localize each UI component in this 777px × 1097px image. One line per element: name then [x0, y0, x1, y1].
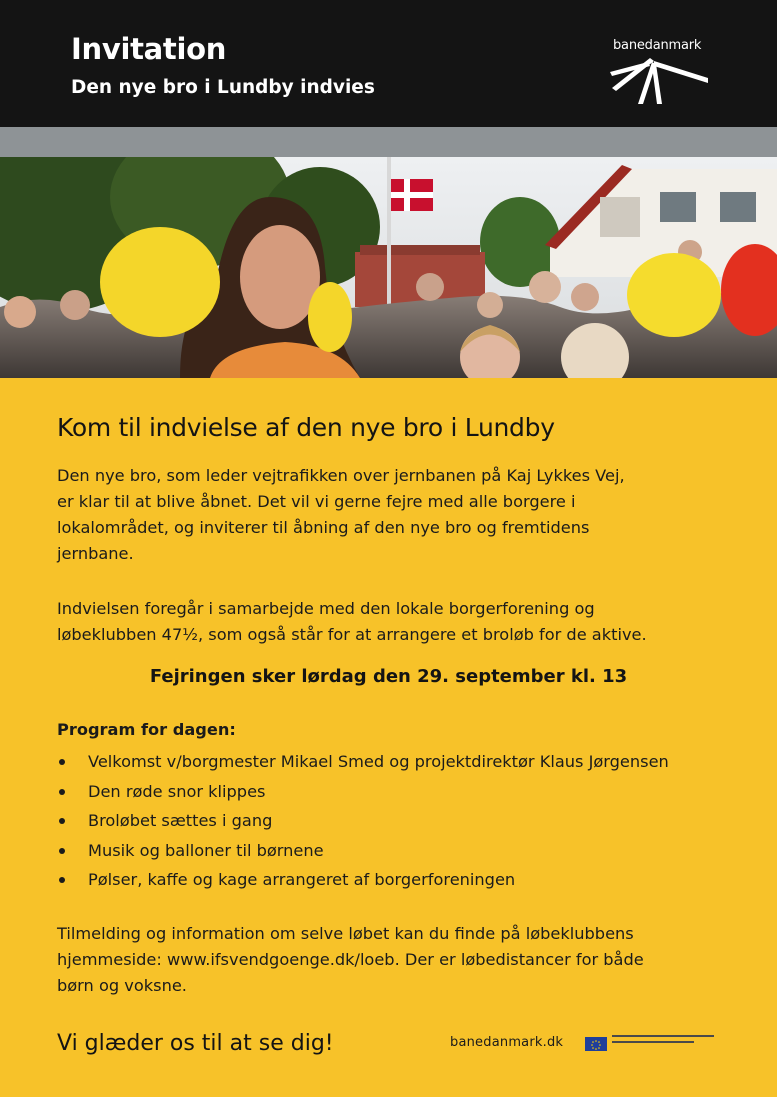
program-item — [57, 748, 669, 778]
program-item — [57, 866, 669, 896]
program-item-label: Musik og balloner til børnene — [88, 840, 324, 860]
header-bar — [0, 0, 777, 127]
registration-paragraph — [57, 921, 737, 999]
text-line: Indvielsen foregår i samarbejde med den lokale borgerforening og — [57, 599, 595, 618]
bullet-icon — [59, 759, 65, 765]
text-line: løbeklubben 47½, som også står for at arrangere et broløb for de aktive. — [57, 625, 647, 644]
program-item — [57, 807, 669, 837]
text-line: hjemmeside: www.ifsvendgoenge.dk/loeb. Der er løbedistancer for både — [57, 950, 644, 969]
page-title: Invitation — [71, 32, 227, 66]
footer-url: banedanmark.dk — [450, 1035, 564, 1050]
bullet-icon — [59, 789, 65, 795]
intro-paragraph — [57, 463, 737, 567]
text-line: Tilmelding og information om selve løbet kan du finde på løbeklubbens — [57, 924, 634, 943]
text-line: børn og voksne. — [57, 976, 187, 995]
grey-band — [0, 127, 777, 157]
program-item — [57, 837, 669, 867]
invitation-body — [0, 378, 777, 1097]
program-item-label: Velkomst v/borgmester Mikael Smed og projektdirektør Klaus Jørgensen — [88, 752, 669, 771]
text-line: lokalområdet, og inviterer til åbning af den nye bro og fremtidens — [57, 518, 590, 537]
eu-flag-icon — [585, 1037, 607, 1051]
bullet-icon — [59, 818, 65, 824]
text-line: Den nye bro, som leder vejtrafikken over jernbanen på Kaj Lykkes Vej, — [57, 466, 625, 485]
celebration-photo — [0, 157, 777, 378]
bullet-icon — [59, 877, 65, 883]
program-item-label: Broløbet sættes i gang — [88, 811, 273, 830]
bullet-icon — [59, 848, 65, 854]
eu-funding-note-icon — [612, 1035, 714, 1047]
program-heading: Program for dagen: — [57, 720, 236, 739]
banedanmark-rails-icon — [610, 58, 710, 104]
closing-greeting: Vi glæder os til at se dig! — [57, 1031, 334, 1056]
program-item-label: Pølser, kaffe og kage arrangeret af borgerforeningen — [88, 870, 516, 889]
page-subtitle: Den nye bro i Lundby indvies — [71, 77, 375, 98]
text-line: er klar til at blive åbnet. Det vil vi gerne fejre med alle borgere i — [57, 492, 576, 511]
eu-text-line — [612, 1041, 694, 1043]
cooperation-paragraph — [57, 596, 737, 648]
program-list — [57, 748, 669, 896]
invitation-headline: Kom til indvielse af den nye bro i Lundby — [57, 413, 555, 442]
event-date-line: Fejringen sker lørdag den 29. september kl. 13 — [149, 666, 628, 687]
program-item-label: Den røde snor klippes — [88, 781, 266, 801]
program-item — [57, 778, 669, 808]
banedanmark-logo-text: banedanmark — [613, 38, 702, 53]
eu-text-line — [612, 1035, 714, 1037]
text-line: jernbane. — [57, 544, 134, 563]
